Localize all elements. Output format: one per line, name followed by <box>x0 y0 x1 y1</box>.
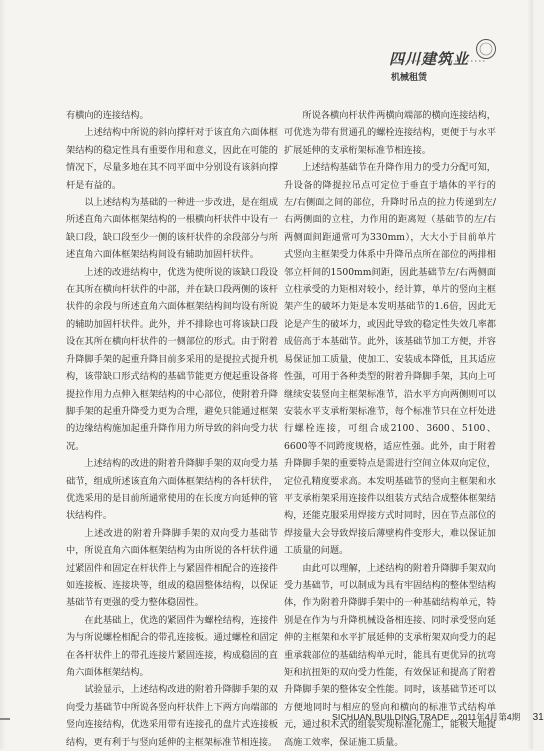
section-label: 机械租赁 <box>390 73 427 83</box>
page-footer <box>332 711 544 723</box>
left-text-column <box>66 107 278 751</box>
paragraph: 有横向的连接结构。 <box>66 110 149 121</box>
paragraph: 在此基础上，优选的紧固件为螺栓结构，连接件为与所说螺栓相配合的带孔连接板。通过螺栓和固定在各杆状件上的带孔连接片紧固连接，构成稳固的直角六面体框架结构。 <box>66 614 278 678</box>
paragraph: 上述改进的附着升降脚手架的双向受力基础节中，所说直角六面体框架结构为由所说的各杆状件通过紧固件和固定在杆状件上与紧固件相配合的连接件如连接板、连接块等，组成的稳固整体结构，以保证基础节有更强的受力整体稳固性。 <box>66 527 278 609</box>
paragraph: 上述结构中所说的斜向撑杆对于该直角六面体框架结构的稳定性具有重要作用和意义，因此在可能的情况下，尽量多地在其不同平面中分别设有该斜向撑杆是有益的。 <box>66 127 278 191</box>
paragraph: 上述结构基础节在升降作用力的受力分配可知，升设备的降提拉吊点可定位于垂直于墙体的平行的左/右侧面之间的部位，升降时吊点的拉力传递到左/右两侧面的立柱，力作用的距离短（基础节的左/右两侧面间距通常可为330mm），大大小于目前单片式竖向主框架受力体系中升降吊点所在部位的两排相邻立杆间的1500mm间距，因此基础节左/右两侧面立柱承受的力矩相对较小，经计算，单片的竖向主框架产生的破坏力矩是本发明基础节的1.6倍，因此无论是产生的破坏力，或因此导致的稳定性失效几率都成倍高于本基础节。此外，该基础节加工方便，并容易保证加工质量，使加工、安装成本降低，且其适应性强，可用于各种类型的附着升降脚手架，其向上可继续安装竖向主框架标准节，沿水平方向两侧则可以安装水平支承桁架标准节，每个标准节只在立杆处进行螺栓连接，可组合成2100、3600、5100、6600等不同跨度规格，适应性强。此外，由于附着升降脚手架的重要特点是需进行空间立体双向定位，定位孔精度要求高。本发明基础节的竖向主框架和水平支承桁架采用连接件以组装方式结合成整体框架结构，还能克服采用焊接方式时同时，因在节点部位的焊接量大会导致焊接后薄壁构件变形大，难以保证加工质量的问题。 <box>284 162 496 557</box>
paragraph: 所说各横向杆状件两横向端部的横向连接结构，可优选为带有贯通孔的螺栓连接结构，更便于与水平扩展延伸的支承桁架标准节相连接。 <box>284 110 496 156</box>
paragraph: 由此可以理解，上述结构的附着升降脚手架双向受力基础节，可以制成为具有牢固结构的整体型结构体，作为附着升降脚手架中的一种基础结构单元，特别是在作为与升降机械设备相连接、同时承受竖向延伸的主框架和水平扩展延伸的支承桁架双向受力的起重承载部位的基础结构单元时，能具有更优异的抗弯矩和抗扭矩的双向受力性能，有效保证和提高了附着升降脚手架的整体安全性能。同时，该基础节还可以方便地同时与相应的竖向和横向的标准节式结构单元，通过积木式的组装实现标准化施工，能极大地提高施工效率，保证施工质量。 <box>284 562 496 748</box>
magazine-logo: 四川建筑业 <box>388 50 469 68</box>
issue-date: 2011年4月第4期 <box>457 712 521 722</box>
page-header <box>333 38 493 83</box>
paragraph: 上述的改进结构中，优选为使所说的该缺口段设在其所在横向杆状件的中部，并在缺口段两侧的该杆状件的余段与所述直角六面体框架结构间均设有所说的辅助加固杆状件。此外，并不排除也可将该缺口段设在其所在横向杆状件的一侧部位的形式。由于附着升降脚手架的起重升降目前多采用的是提拉式提升机构，该带缺口形式结构的基础节能更方便起重设备将提拉作用力点伸入框架结构的中心部位，使附着升降脚手架的起重升降受力更为合理，避免只能通过框架的边缘结构施加起重升降作用力所导致的斜向受力状况。 <box>66 266 278 452</box>
page-edge-mark <box>0 718 10 720</box>
paragraph: 以上述结构为基础的一种进一步改进，是在组成所述直角六面体框架结构的一根横向杆状件中设有一缺口段，缺口段至少一侧的该杆状件的余段部分与所述直角六面体框架结构间设有辅助加固杆状件。 <box>66 197 278 261</box>
journal-name: SICHUAN BUILDING TRADE <box>332 712 450 722</box>
page-number: 31 <box>532 712 544 723</box>
magazine-seal-icon <box>475 38 497 60</box>
paragraph: 上述结构的改进的附着升降脚手架的双向受力基础节，组成所述该直角六面体框架结构的各杆状件，优选采用的是目前所通常使用的在长度方向延伸的管状结构件。 <box>66 458 278 522</box>
paragraph: 试验显示，上述结构改进的附着升降脚手架的双向受力基础节中所说各竖向杆状件上下两方向端部的竖向连接结构，优选采用带有连接孔的盘片式连接板结构，更有利于与竖向延伸的主框架标准节相连接。 <box>66 684 278 748</box>
right-text-column <box>284 107 496 751</box>
